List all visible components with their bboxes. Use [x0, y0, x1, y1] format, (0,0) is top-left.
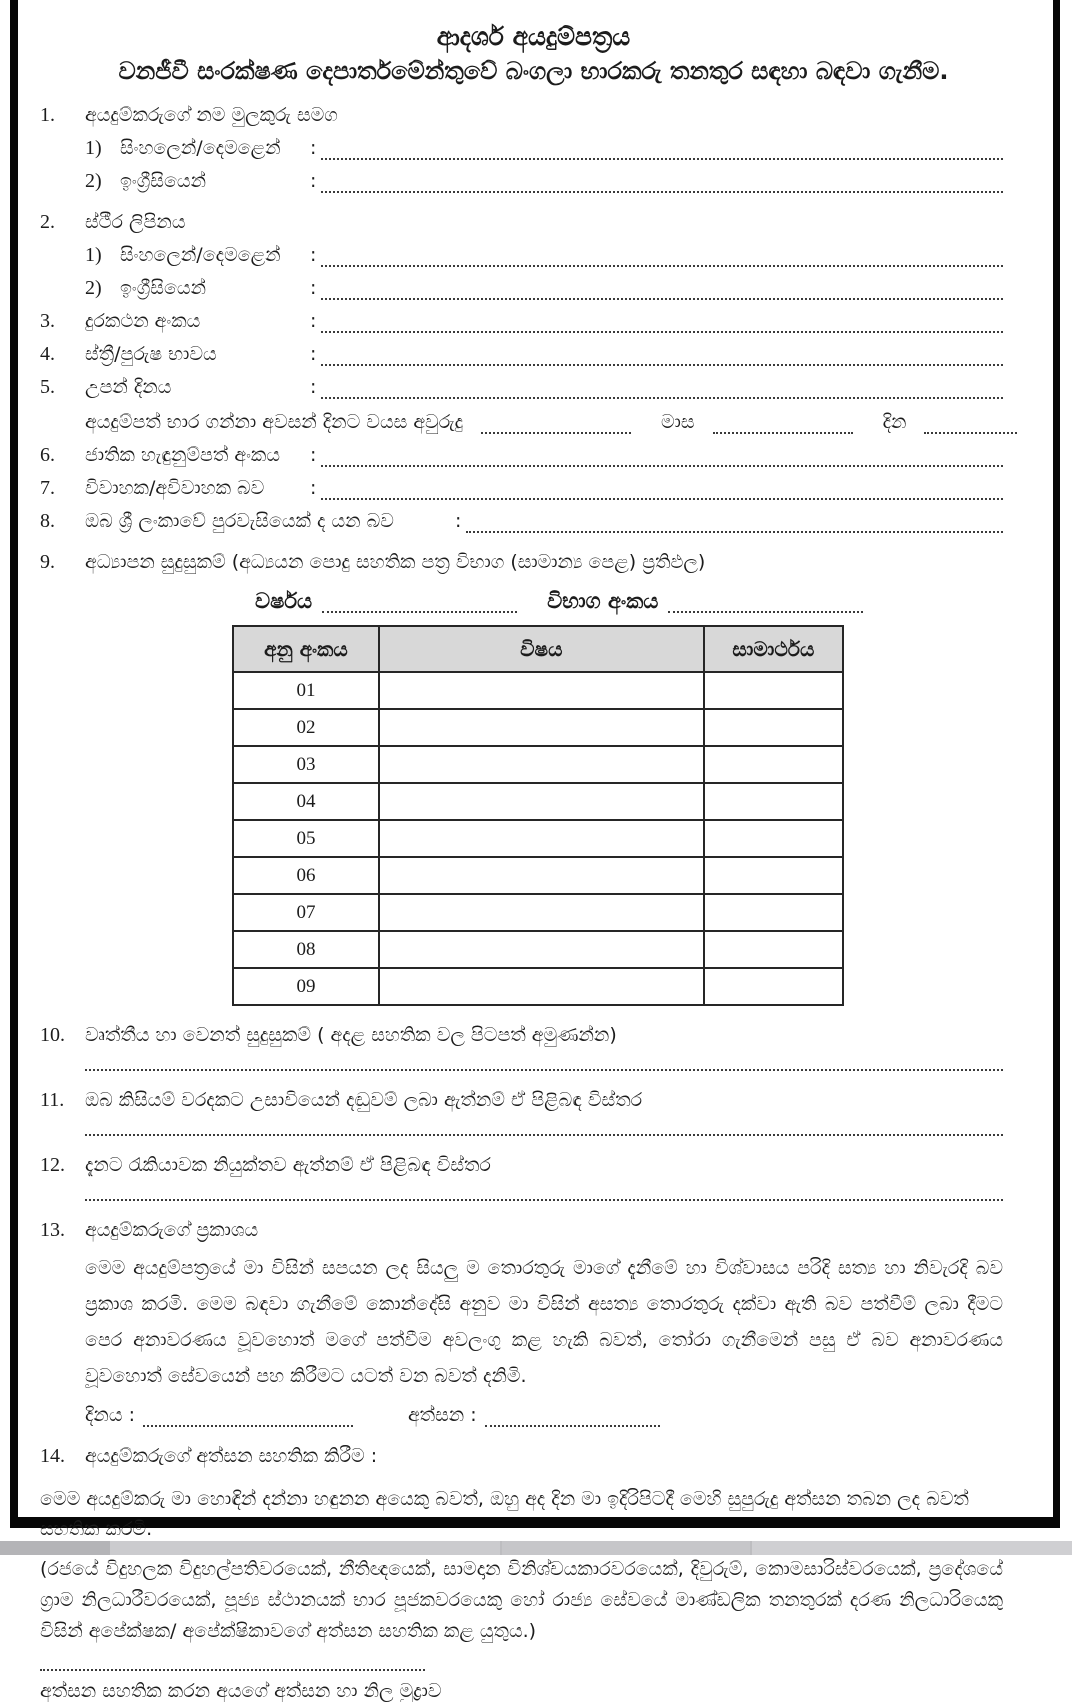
attestation-text: මෙම අයදුම්කරු මා හොඳින් දන්නා හඳුනන අයෙකු බවත්, ඔහු අද දින මා ඉදිරිපිටදී මෙහි සුපුරුදු අත්සන තබන ලද බවත් සහතික කරමි.	[40, 1488, 969, 1540]
field-row-address-sinhala	[40, 244, 1027, 267]
field-label: ඉංග්‍රීසියෙන්	[120, 277, 206, 299]
cell-subject	[379, 672, 704, 709]
certifier-signature-label: අත්සන සහතික කරන අයගේ අත්සන හා නිල මුද්‍රාව	[40, 1680, 442, 1702]
fill-line	[321, 176, 1003, 193]
table-row	[233, 968, 843, 1005]
field-label: සිංහලෙන්/දෙමළෙන්	[120, 244, 281, 266]
field-row-marital-status	[40, 477, 1027, 500]
field-row-education	[40, 551, 1027, 574]
form-subtitle: වනජීවී සංරක්ෂණ දෙපාර්තමේන්තුවේ බංගලා භාරකරු තනතුර සඳහා බඳවා ගැනීම.	[118, 57, 949, 85]
field-number: 1)	[85, 137, 102, 159]
cell-serial: 08	[233, 931, 379, 968]
field-number: 2)	[85, 170, 102, 192]
cell-subject	[379, 709, 704, 746]
cell-serial: 03	[233, 746, 379, 783]
ol-results-table	[232, 625, 844, 1006]
header-serial-number: අනු අංකය	[233, 626, 379, 672]
field-row-attestation	[40, 1445, 1027, 1468]
cell-grade	[704, 820, 843, 857]
colon: :	[310, 244, 317, 266]
fill-line	[85, 1132, 1003, 1136]
cell-serial: 06	[233, 857, 379, 894]
field-row-name	[40, 104, 1027, 127]
field-number: 9.	[40, 551, 55, 573]
field-label: දුරකථන අංකය	[85, 310, 201, 332]
field-row-declaration	[40, 1219, 1027, 1242]
field-row-court-punishments	[40, 1089, 1027, 1112]
field-number: 8.	[40, 510, 55, 532]
field-label: දැනට රැකියාවක නියුක්තව ඇත්නම් ඒ පිළිබඳ විස්තර	[85, 1154, 491, 1176]
cell-grade	[704, 968, 843, 1005]
fill-line	[321, 143, 1003, 160]
scrollbar-segment	[752, 1541, 1072, 1555]
table-row	[233, 857, 843, 894]
table-row	[233, 894, 843, 931]
cell-subject	[379, 783, 704, 820]
cell-serial: 05	[233, 820, 379, 857]
horizontal-scrollbar[interactable]	[0, 1541, 1072, 1555]
fill-line	[924, 417, 1017, 434]
fill-line	[466, 516, 1003, 533]
table-row	[233, 931, 843, 968]
field-number: 5.	[40, 376, 55, 398]
scrollbar-segment	[110, 1541, 502, 1555]
field-row-nic	[40, 444, 1027, 467]
field-row-name-sinhala	[40, 137, 1027, 160]
certifier-signature-line	[40, 1667, 425, 1671]
cell-serial: 02	[233, 709, 379, 746]
field-number: 1.	[40, 104, 55, 126]
field-number: 2)	[85, 277, 102, 299]
field-label: ඔබ ශ්‍රී ලංකාවේ පුරවැසියෙක් ද යන බව	[85, 510, 394, 532]
cell-subject	[379, 857, 704, 894]
age-calculation-line	[40, 411, 1027, 434]
fill-line	[321, 250, 1003, 267]
field-row-address	[40, 211, 1027, 234]
field-label: ඔබ කිසියම් වරදකට උසාවියෙන් දඬුවම් ලබා ඇත්නම් ඒ පිළිබඳ විස්තර	[85, 1089, 643, 1111]
field-row-gender	[40, 343, 1027, 366]
field-number: 3.	[40, 310, 55, 332]
exam-year-index-line	[255, 590, 1027, 613]
header-grade: සාමාර්ථය	[704, 626, 843, 672]
field-number: 13.	[40, 1219, 65, 1241]
fill-line	[668, 596, 863, 613]
field-number: 2.	[40, 211, 55, 233]
field-number: 14.	[40, 1445, 65, 1467]
form-sheet	[10, 0, 1060, 1702]
field-label: ස්ථීර ලිපිනය	[85, 211, 186, 233]
attestation-note: (රජයේ විදුහලක විදුහල්පතිවරයෙක්, නීතිඥයෙක්, සාමදාන විනිශ්චයකාරවරයෙක්, දිවුරුම්, කොමසාරිස්වරයෙක්, ප්‍රදේශයේ ග්‍රාම නිලධාරීවරයෙක්, පූජ්‍ය ස්ථානයක් භාර පූජකවරයෙකු හෝ රාජ්‍ය සේවයේ මාණ්ඩලික තනතුරක් දරණ නිලධාරියෙකු විසින් අපේක්ෂක/ අපේක්ෂිකාවගේ අත්සන සහතික කළ යුතුය.)	[40, 1558, 1003, 1642]
fill-line	[321, 349, 1003, 366]
fill-line	[321, 316, 1003, 333]
cell-grade	[704, 709, 843, 746]
field-row-professional-qualifications	[40, 1024, 1027, 1047]
field-label: විවාහක/අවිවාහක බව	[85, 477, 265, 499]
fill-line	[321, 382, 1003, 399]
fill-line	[85, 1197, 1003, 1201]
table-header-row	[233, 626, 843, 672]
field-number: 11.	[40, 1089, 65, 1111]
fill-line	[485, 1410, 660, 1427]
declaration-date-sign-line	[85, 1404, 1027, 1427]
colon: :	[310, 310, 317, 332]
age-months-label: මාස	[661, 411, 695, 433]
colon: :	[310, 170, 317, 192]
exam-index-label: විභාග අංකය	[547, 589, 659, 613]
cell-grade	[704, 857, 843, 894]
field-number: 4.	[40, 343, 55, 365]
cell-grade	[704, 672, 843, 709]
fill-line	[713, 417, 853, 434]
table-row	[233, 783, 843, 820]
table-row	[233, 672, 843, 709]
cell-grade	[704, 894, 843, 931]
cell-serial: 04	[233, 783, 379, 820]
field-row-dob	[40, 376, 1027, 399]
field-label: ජාතික හැඳුනුම්පත් අංකය	[85, 444, 280, 466]
field-number: 1)	[85, 244, 102, 266]
field-label: අධ්‍යාපන සුදුසුකම් (අධ්‍යයන පොදු සහතික පත්‍ර විභාග (සාමාන්‍ය පෙළ) ප්‍රතිඵල)	[85, 551, 706, 573]
field-label: අයදුම්කරුගේ නම මුලකුරු සමග	[85, 104, 338, 126]
fill-line	[322, 596, 517, 613]
exam-year-label: වර්ෂය	[255, 589, 313, 613]
colon: :	[310, 444, 317, 466]
table-row	[233, 820, 843, 857]
field-row-citizenship	[40, 510, 1027, 533]
cell-grade	[704, 746, 843, 783]
field-label: අයදුම්කරුගේ ප්‍රකාශය	[85, 1219, 259, 1241]
cell-subject	[379, 820, 704, 857]
age-prefix-label: අයදුම්පත් භාර ගන්නා අවසන් දිනට වයස අවුරුදු	[85, 411, 464, 433]
field-row-phone	[40, 310, 1027, 333]
field-label: වෘත්තීය හා වෙනත් සුදුසුකම් ( අදළ සහතික වල පිටපත් අමුණන්න)	[85, 1024, 617, 1046]
cell-grade	[704, 931, 843, 968]
field-number: 10.	[40, 1024, 65, 1046]
table-row	[233, 709, 843, 746]
cell-grade	[704, 783, 843, 820]
colon: :	[455, 510, 462, 532]
declaration-text: මෙම අයදුම්පත්‍රයේ මා විසින් සපයන ලද සියලු ම තොරතුරු මාගේ දැනීමේ හා විශ්වාසය පරිදි සත්‍ය හා නිවැරදි බව ප්‍රකාශ කරමි. මෙම බඳවා ගැනීමේ කොන්දේසි අනුව මා විසින් අසත්‍ය තොරතුරු දක්වා ඇති බව පත්වීම් ලබා දීමට පෙර අනාවරණය වූවහොත් මගේ පත්වීම අවලංගු කළ හැකි බවත්, තෝරා ගැනීමෙන් පසු ඒ බව අනාවරණය වූවහොත් සේවයෙන් පහ කිරීමට යටත් වන බවත් දනිමි.	[85, 1257, 1003, 1387]
field-number: 12.	[40, 1154, 65, 1176]
fill-line	[321, 483, 1003, 500]
cell-subject	[379, 746, 704, 783]
colon: :	[310, 477, 317, 499]
field-row-name-english	[40, 170, 1027, 193]
colon: :	[310, 277, 317, 299]
colon: :	[310, 137, 317, 159]
cell-serial: 07	[233, 894, 379, 931]
cell-serial: 01	[233, 672, 379, 709]
form-title: ආදර්ශ අයදුම්පත්‍රය	[436, 22, 631, 51]
cell-subject	[379, 894, 704, 931]
field-label: අයදුම්කරුගේ අත්සන සහතික කිරීම :	[85, 1445, 378, 1467]
cell-subject	[379, 968, 704, 1005]
fill-line	[321, 450, 1003, 467]
field-label: ඉංග්‍රීසියෙන්	[120, 170, 206, 192]
fill-line	[143, 1410, 353, 1427]
field-label: සිංහලෙන්/දෙමළෙන්	[120, 137, 281, 159]
table-row	[233, 746, 843, 783]
age-days-label: දින	[882, 411, 907, 433]
cell-serial: 09	[233, 968, 379, 1005]
scrollbar-segment	[0, 1541, 110, 1555]
field-number: 6.	[40, 444, 55, 466]
scrollbar-segment	[502, 1541, 752, 1555]
fill-line	[85, 1067, 1003, 1071]
colon: :	[310, 343, 317, 365]
colon: :	[310, 376, 317, 398]
field-row-address-english	[40, 277, 1027, 300]
fill-line	[321, 283, 1003, 300]
signature-label: අත්සන :	[407, 1404, 477, 1426]
fill-line	[481, 417, 631, 434]
field-label: ස්ත්‍රී/පුරුෂ භාවය	[85, 343, 217, 365]
cell-subject	[379, 931, 704, 968]
header-subject: විෂය	[379, 626, 704, 672]
date-label: දිනය :	[85, 1404, 135, 1426]
field-row-current-employment	[40, 1154, 1027, 1177]
field-label: උපන් දිනය	[85, 376, 172, 398]
field-number: 7.	[40, 477, 55, 499]
